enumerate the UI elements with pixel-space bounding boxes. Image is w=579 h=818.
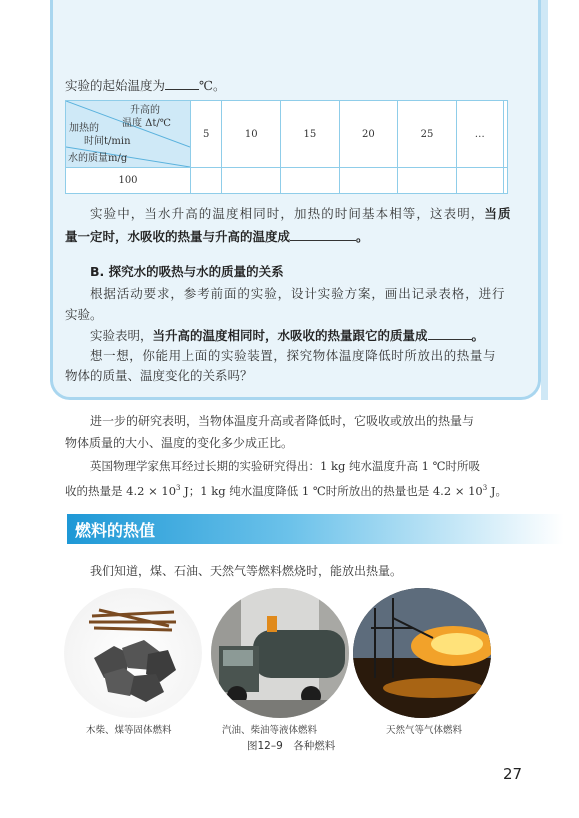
col-header: 15 [281,101,340,168]
para3-text: 实验表明， [90,328,153,343]
para3-blank [428,326,472,340]
col-header: 25 [398,101,457,168]
table-cell [339,168,398,194]
para3-bold: 当升高的温度相同时，水吸收的热量跟它的质量成 [152,328,428,343]
record-table [65,100,508,194]
joule-end: J。 [487,483,507,498]
table-cell [503,168,507,194]
liquid-fuel-photo [211,588,349,718]
body-para1-line2: 物体质量的大小、温度的变化多少成正比。 [65,436,294,450]
tanker-truck-illustration [211,588,349,718]
activity-para2-line1: 根据活动要求，参考前面的实验，设计实验方案，画出记录表格，进行 [90,286,506,301]
para1-end: 。 [356,229,369,244]
row-mass-value: 100 [66,168,191,194]
para1-bold-start: 当质 [484,206,512,221]
gas-fuel-photo [353,588,491,718]
col-header: 20 [339,101,398,168]
caption-liquid-fuel: 汽油、柴油等液体燃料 [222,725,318,736]
table-cell [398,168,457,194]
joule-value-1: 收的热量是 4.2 × 10 [65,483,177,498]
table-diagonal-header [66,101,191,168]
activity-para4-line2: 物体的质量、温度变化的关系吗？ [65,368,253,383]
table-cell [456,168,503,194]
caption-solid-fuel: 木柴、煤等固体燃料 [86,725,172,736]
activity-para3 [90,326,484,345]
start-temp-label: 实验的起始温度为 [65,78,166,93]
gas-flare-illustration [353,588,491,718]
body-para2-line1: 英国物理学家焦耳经过长期的实验研究得出：1 kg 纯水温度升高 1 ℃时所吸 [90,459,480,473]
section-heading-bar [67,514,564,544]
start-temp-blank [165,76,199,90]
table-cell [222,168,281,194]
col-header: 10 [222,101,281,168]
start-temp-line [65,76,226,95]
section-title: 燃料的热值 [75,521,156,540]
body-para2-line2 [65,479,507,500]
activity-para4-line1: 想一想，你能用上面的实验装置，探究物体温度降低时所放出的热量与 [90,348,497,363]
para3-end: 。 [471,328,485,343]
para1-text: 实验中，当水升高的温度相同时，加热的时间基本相等，这表明， [90,206,485,221]
section-b-title: B. 探究水的吸热与水的质量的关系 [90,264,284,279]
empty-header-cell [503,101,507,168]
table-cell [191,168,222,194]
solid-fuel-photo [64,588,202,718]
table-cell [281,168,340,194]
page-number: 27 [503,765,523,783]
activity-box-edge [541,0,548,400]
fuel-intro: 我们知道，煤、石油、天然气等燃料燃烧时，能放出热量。 [90,564,403,578]
activity-para1-line1 [90,205,512,223]
start-temp-unit: ℃。 [199,78,226,93]
header-rise-1: 升高的 [130,105,160,116]
activity-para2-line2: 实验。 [65,307,103,322]
figure-title: 图12–9 各种燃料 [247,740,336,752]
header-time-2: 时间t/min [84,136,131,147]
body-para1-line1: 进一步的研究表明，当物体温度升高或者降低时，它吸收或放出的热量与 [90,414,475,428]
exponent-2: 3 [482,484,488,492]
exponent-1: 3 [176,484,181,492]
col-header: 5 [191,101,222,168]
header-mass: 水的质量m/g [68,153,128,164]
header-time-1: 加热的 [69,123,99,134]
caption-gas-fuel: 天然气等气体燃料 [386,725,463,736]
wood-coal-illustration [64,588,202,718]
activity-para1-line2 [65,227,369,246]
para1-bold-conclusion: 量一定时，水吸收的热量与升高的温度成 [65,229,291,244]
col-header: … [456,101,503,168]
joule-value-2: J；1 kg 纯水温度降低 1 ℃时所放出的热量也是 4.2 × 10 [180,483,483,498]
header-rise-2: 温度 Δt/℃ [122,118,171,129]
para1-blank [290,227,356,241]
